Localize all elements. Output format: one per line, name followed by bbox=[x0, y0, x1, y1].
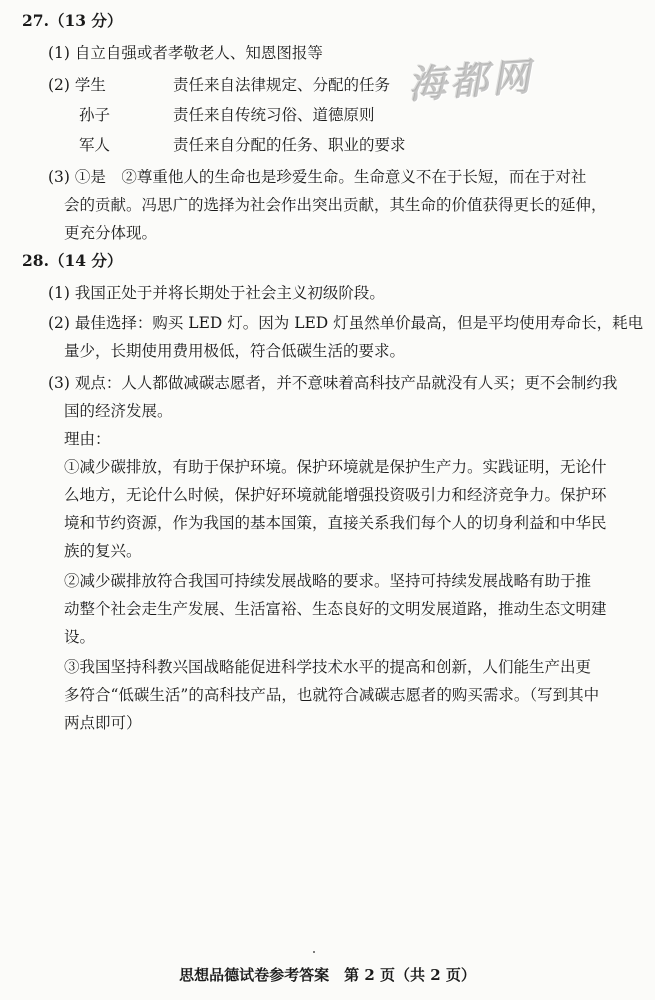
question-28-heading bbox=[22, 250, 122, 272]
q28-reason-1-line-3: 境和节约资源，作为我国的基本国策，直接关系我们每个人的切身利益和中华民 bbox=[64, 514, 607, 532]
scan-speck bbox=[313, 951, 315, 953]
q27-role-student: (2) 学生 bbox=[48, 76, 106, 94]
q28-reason-2-line-2: 动整个社会走生产发展、生活富裕、生态良好的文明发展道路，推动生态文明建 bbox=[64, 600, 607, 618]
q28-part-2-line-2: 量少，长期使用费用极低，符合低碳生活的要求。 bbox=[64, 342, 406, 360]
q28-part-1: (1) 我国正处于并将长期处于社会主义初级阶段。 bbox=[48, 284, 385, 302]
question-27-number: 27. bbox=[22, 11, 49, 30]
q28-reason-1-line-4: 族的复兴。 bbox=[64, 542, 142, 560]
question-28-number: 28. bbox=[22, 251, 49, 270]
q27-part-3-line-2: 会的贡献。冯思广的选择为社会作出突出贡献，其生命的价值获得更长的延伸， bbox=[64, 196, 607, 214]
q27-soldier-answer: 责任来自分配的任务、职业的要求 bbox=[173, 136, 406, 154]
q28-part-2-line-1: (2) 最佳选择：购买 LED 灯。因为 LED 灯虽然单价最高，但是平均使用寿命长，耗电 bbox=[48, 314, 644, 332]
q27-student-answer: 责任来自法律规定、分配的任务 bbox=[173, 76, 391, 94]
q28-reason-2-line-1: ②减少碳排放符合我国可持续发展战略的要求。坚持可持续发展战略有助于推 bbox=[64, 572, 592, 590]
q27-part-3-line-1: (3) ①是 ②尊重他人的生命也是珍爱生命。生命意义不在于长短，而在于对社 bbox=[48, 168, 587, 186]
q28-part-3-line-2: 国的经济发展。 bbox=[64, 402, 173, 420]
question-28-score: （14 分） bbox=[48, 251, 123, 270]
q27-part-2-row-1 bbox=[48, 74, 608, 96]
q27-part-3-line-3: 更充分体现。 bbox=[64, 224, 158, 242]
page-footer: 思想品德试卷参考答案 第 2 页（共 2 页） bbox=[179, 966, 476, 984]
q28-reason-3-line-1: ③我国坚持科教兴国战略能促进科学技术水平的提高和创新，人们能生产出更 bbox=[64, 658, 592, 676]
q27-grandchild-answer: 责任来自传统习俗、道德原则 bbox=[173, 106, 375, 124]
q28-reason-label: 理由： bbox=[64, 430, 111, 448]
q27-part-1: (1) 自立自强或者孝敬老人、知恩图报等 bbox=[48, 44, 323, 62]
q28-reason-3-line-2: 多符合“低碳生活”的高科技产品，也就符合减碳志愿者的购买需求。（写到其中 bbox=[64, 686, 600, 704]
q28-reason-3-line-3: 两点即可） bbox=[64, 714, 142, 732]
q28-part-3-line-1: (3) 观点：人人都做减碳志愿者，并不意味着高科技产品就没有人买；更不会制约我 bbox=[48, 374, 618, 392]
question-27-heading bbox=[22, 10, 122, 32]
watermark-logo: 海都网 bbox=[406, 53, 536, 108]
q28-reason-1-line-2: 么地方，无论什么时候，保护好环境就能增强投资吸引力和经济竞争力。保护环 bbox=[64, 486, 607, 504]
question-27-score: （13 分） bbox=[48, 11, 123, 30]
q27-role-grandchild: 孙子 bbox=[79, 106, 111, 124]
q28-reason-2-line-3: 设。 bbox=[64, 628, 96, 646]
q28-reason-1-line-1: ①减少碳排放，有助于保护环境。保护环境就是保护生产力。实践证明，无论什 bbox=[64, 458, 607, 476]
q27-role-soldier: 军人 bbox=[79, 136, 111, 154]
